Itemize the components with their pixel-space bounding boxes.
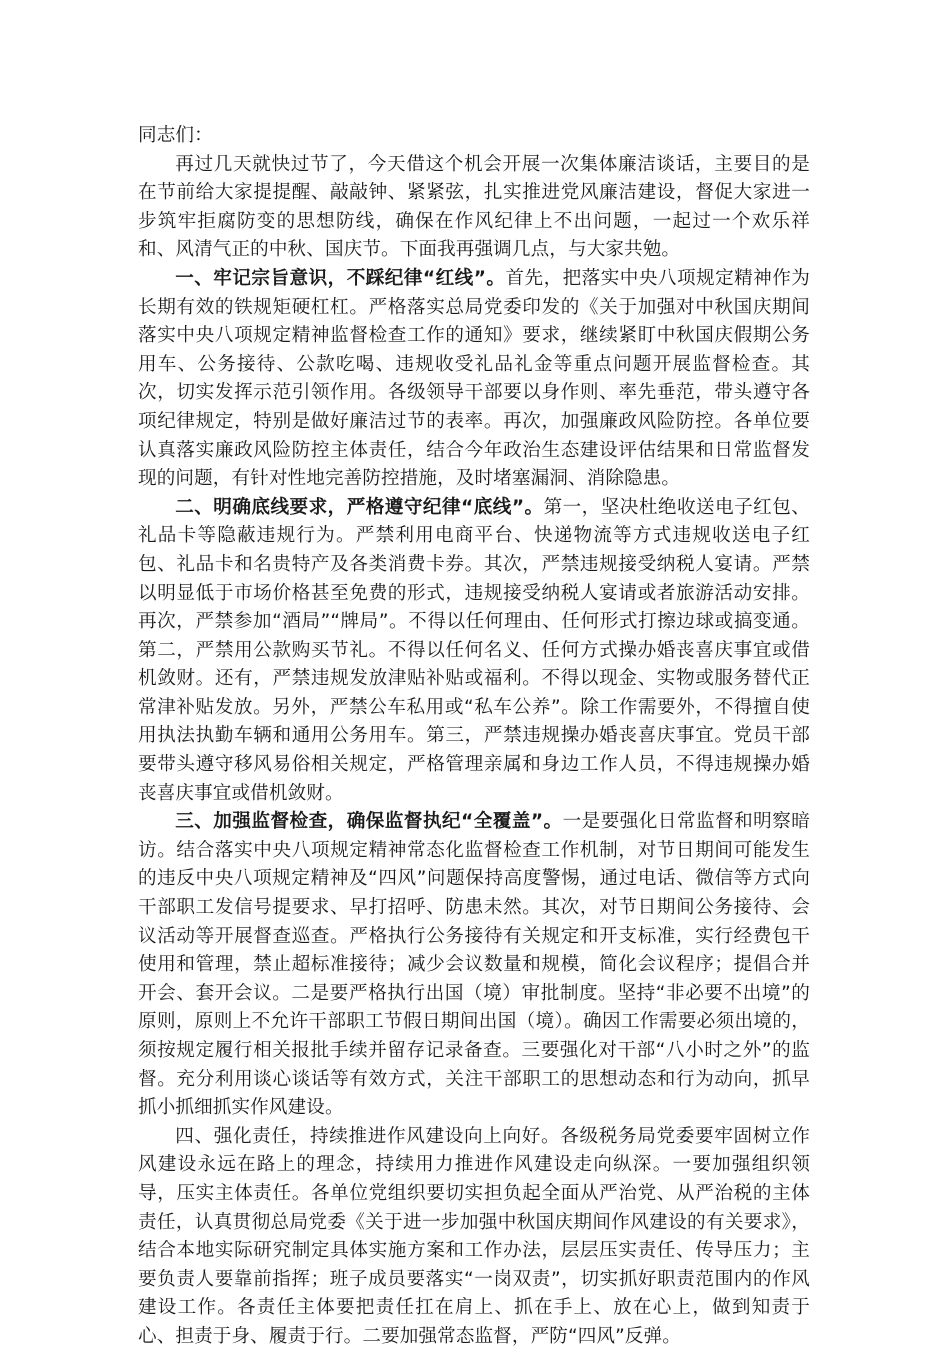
section-heading: 一、牢记宗旨意识，不踩纪律“红线”。 [175, 267, 506, 289]
section-heading: 二、明确底线要求，严格遵守纪律“底线”。 [175, 496, 544, 518]
paragraph-body: 四、强化责任，持续推进作风建设向上向好。各级税务局党委要牢固树立作风建设永远在路上的理念，持续用力推进作风建设走向纵深。一要加强组织领导，压实主体责任。各单位党组织要切实担负起全面从严治党、从严治税的主体责任，认真贯彻总局党委《关于进一步加强中秋国庆期间作风建设的有关要求》，结合本地实际研究制定具体实施方案和工作办法，层层压实责任、传导压力；主要负责人要靠前指挥；班子成员要落实“一岗双责”，切实抓好职责范围内的作风建设工作。各责任主体要把责任扛在肩上、抓在手上、放在心上，做到知责于心、担责于身、履责于行。二要加强常态监督，严防“四风”反弹。 [138, 1125, 810, 1347]
document-body [138, 122, 810, 1352]
paragraph-section-4 [138, 1123, 810, 1352]
paragraph-body: 第一，坚决杜绝收送电子红包、礼品卡等隐蔽违规行为。严禁利用电商平台、快递物流等方式违规收送电子红包、礼品卡和名贵特产及各类消费卡券。其次，严禁违规接受纳税人宴请。严禁以明显低于市场价格甚至免费的形式，违规接受纳税人宴请或者旅游活动安排。再次，严禁参加“酒局”“牌局”。不得以任何理由、任何形式打擦边球或搞变通。第二，严禁用公款购买节礼。不得以任何名义、任何方式操办婚丧喜庆事宜或借机敛财。还有，严禁违规发放津贴补贴或福利。不得以现金、实物或服务替代正常津补贴发放。另外，严禁公车私用或“私车公养”。除工作需要外，不得擅自使用执法执勤车辆和通用公务用车。第三，严禁违规操办婚丧喜庆事宜。党员干部要带头遵守移风易俗相关规定，严格管理亲属和身边工作人员，不得违规操办婚丧喜庆事宜或借机敛财。 [138, 496, 810, 804]
section-heading: 三、加强监督检查，确保监督执纪“全覆盖”。 [175, 811, 563, 833]
paragraph-section-1 [138, 265, 810, 494]
paragraph-body: 首先，把落实中央八项规定精神作为长期有效的铁规矩硬杠杠。严格落实总局党委印发的《关于加强对中秋国庆期间落实中央八项规定精神监督检查工作的通知》要求，继续紧盯中秋国庆假期公务用车、公务接待、公款吃喝、违规收受礼品礼金等重点问题开展监督检查。其次，切实发挥示范引领作用。各级领导干部要以身作则、率先垂范，带头遵守各项纪律规定，特别是做好廉洁过节的表率。再次，加强廉政风险防控。各单位要认真落实廉政风险防控主体责任，结合今年政治生态建设评估结果和日常监督发现的问题，有针对性地完善防控措施，及时堵塞漏洞、消除隐患。 [138, 267, 810, 490]
salutation: 同志们： [138, 125, 213, 146]
paragraph-body: 再过几天就快过节了，今天借这个机会开展一次集体廉洁谈话，主要目的是在节前给大家提提醒、敲敲钟、紧紧弦，扎实推进党风廉洁建设，督促大家进一步筑牢拒腐防变的思想防线，确保在作风纪律上不出问题，一起过一个欢乐祥和、风清气正的中秋、国庆节。下面我再强调几点，与大家共勉。 [138, 153, 810, 261]
paragraph-section-2 [138, 494, 810, 809]
paragraph-intro [138, 151, 810, 265]
paragraph-body: 一是要强化日常监督和明察暗访。结合落实中央八项规定精神常态化监督检查工作机制，对节日期间可能发生的违反中央八项规定精神及“四风”问题保持高度警惕，通过电话、微信等方式向干部职工发信号提要求、早打招呼、防患未然。其次，对节日期间公务接待、会议活动等开展督查巡查。严格执行公务接待有关规定和开支标准，实行经费包干使用和管理，禁止超标准接待；减少会议数量和规模，简化会议程序；提倡合并开会、套开会议。二是要严格执行出国（境）审批制度。坚持“非必要不出境”的原则，原则上不允许干部职工节假日期间出国（境）。确因工作需要必须出境的，须按规定履行相关报批手续并留存记录备查。三要强化对干部“八小时之外”的监督。充分利用谈心谈话等有效方式，关注干部职工的思想动态和行为动向，抓早抓小抓细抓实作风建设。 [138, 811, 810, 1119]
paragraph-section-3 [138, 808, 810, 1123]
